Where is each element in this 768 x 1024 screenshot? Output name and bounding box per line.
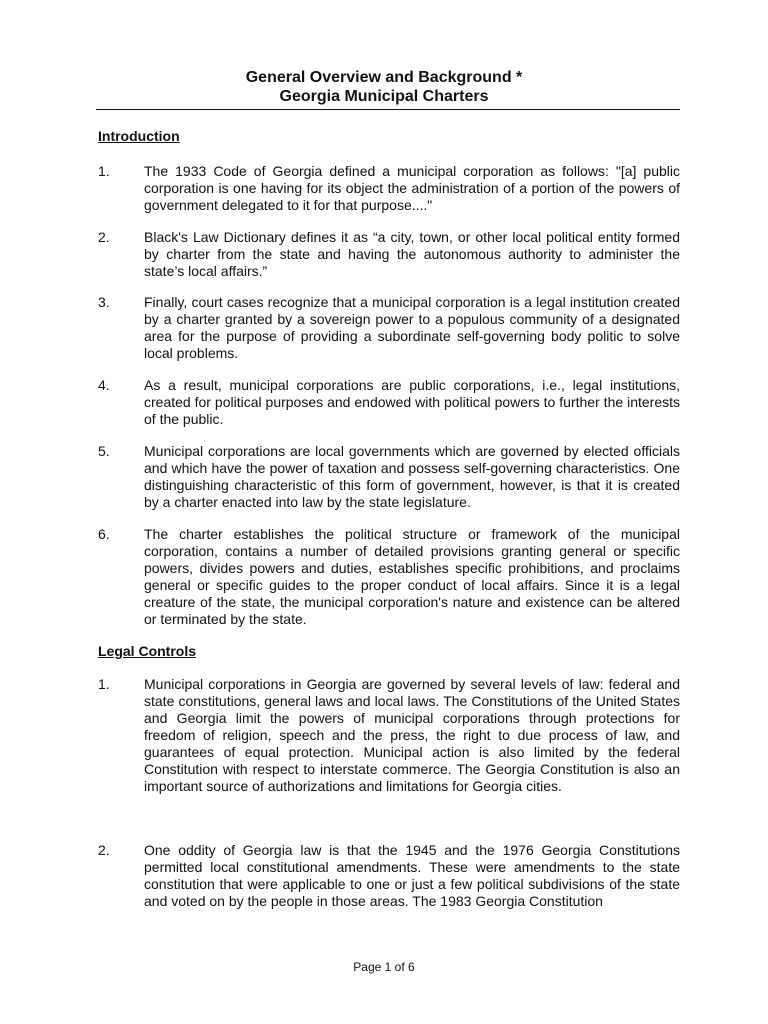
paragraph-text: One oddity of Georgia law is that the 1945 and the 1976 Georgia Constitutions permitted local constitutional amendments. These were amendments to the state constitution that were applicable to one or just a few political subdivisions of the state and voted on by the people in those areas. The 1983 Georgia Constitution — [144, 842, 680, 909]
paragraph-text: The 1933 Code of Georgia defined a municipal corporation as follows: "[a] public corporation is one having for its object the administration of a portion of the powers of government delegated to it for that purpose...." — [144, 163, 680, 213]
paragraph-number: 6. — [98, 526, 110, 542]
section-heading-legal-controls: Legal Controls — [98, 643, 197, 659]
paragraph-number: 3. — [98, 294, 110, 310]
paragraph-number: 2. — [98, 842, 110, 858]
document-title — [0, 68, 768, 106]
paragraph-text: The charter establishes the political structure or framework of the municipal corporation, contains a number of detailed provisions granting general or specific powers, divides powers and duties, establishes specific prohibitions, and proclaims general or specific guides to the proper conduct of local affairs. Since it is a legal creature of the state, the municipal corporation's nature and existence can be altered or terminated by the state. — [144, 526, 680, 627]
paragraph-text: Finally, court cases recognize that a municipal corporation is a legal institution created by a charter granted by a sovereign power to a populous community of a designated area for the purpose of providing a subordinate self-governing body politic to solve local problems. — [144, 294, 680, 361]
paragraph-number: 2. — [98, 229, 110, 245]
paragraph-number: 1. — [98, 676, 110, 692]
paragraph-text: Black's Law Dictionary defines it as “a city, town, or other local political entity formed by charter from the state and having the autonomous authority to administer the state’s local affairs.” — [144, 229, 680, 279]
title-divider — [96, 109, 680, 110]
title-line-1: General Overview and Background * — [245, 69, 523, 86]
paragraph-number: 4. — [98, 377, 110, 393]
paragraph-text: Municipal corporations are local governments which are governed by elected officials and which have the power of taxation and possess self-governing characteristics. One distinguishing characteristic of this form of government, however, is that it is created by a charter enacted into law by the state legislature. — [144, 443, 680, 510]
title-line-2: Georgia Municipal Charters — [279, 88, 489, 105]
paragraph-number: 5. — [98, 443, 110, 459]
page-number-footer: Page 1 of 6 — [353, 960, 415, 974]
section-heading-introduction: Introduction — [98, 128, 180, 144]
paragraph-number: 1. — [98, 163, 110, 179]
paragraph-text: Municipal corporations in Georgia are governed by several levels of law: federal and state constitutions, general laws and local laws. The Constitutions of the United States and Georgia limit the powers of municipal corporations through protections for freedom of religion, speech and the press, the right to due process of law, and guarantees of equal protection. Municipal action is also limited by the federal Constitution with respect to interstate commerce. The Georgia Constitution is also an important source of authorizations and limitations for Georgia cities. — [144, 676, 680, 794]
paragraph-text: As a result, municipal corporations are public corporations, i.e., legal institutions, created for political purposes and endowed with political powers to further the interests of the public. — [144, 377, 680, 427]
